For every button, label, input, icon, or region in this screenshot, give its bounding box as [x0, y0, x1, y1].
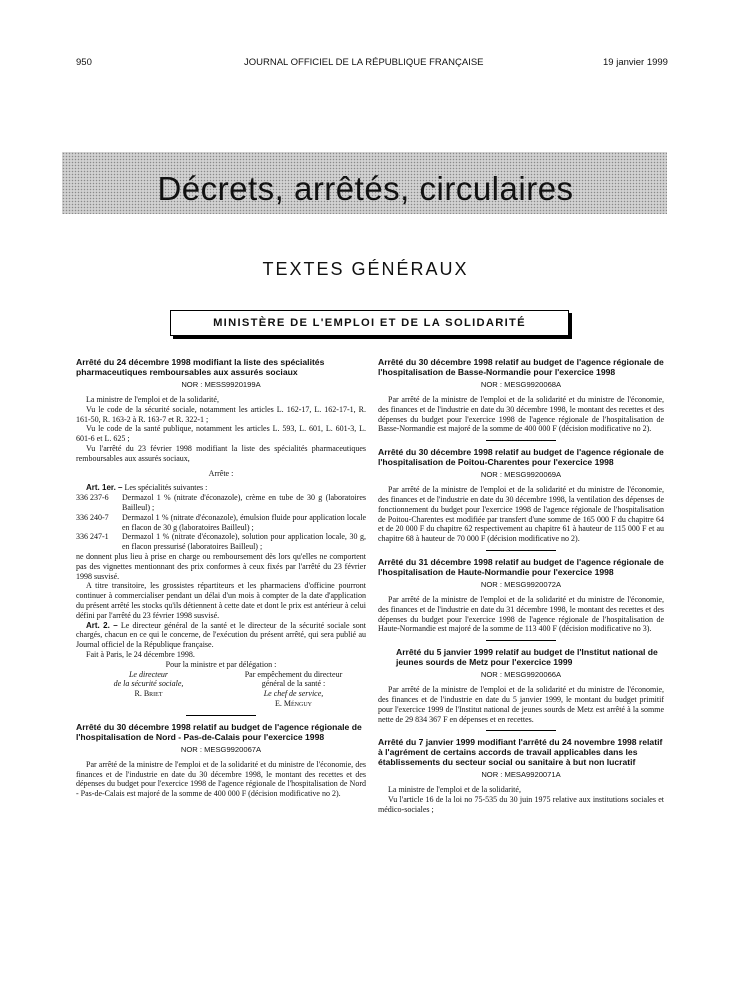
nor-reference: NOR : MESG9920066A [480, 670, 562, 680]
signature-title: Le chef de service, [263, 689, 324, 699]
article-title: Arrêté du 30 décembre 1998 relatif au budget de l'agence régionale de l'hospitalisation de Nord - Pas-de-Calais pour l'exercice 1998 [76, 721, 362, 742]
signature-title: Par empêchement du directeur [244, 669, 343, 679]
right-column [378, 357, 664, 815]
ministry-box: MINISTÈRE DE L'EMPLOI ET DE LA SOLIDARITÉ [170, 310, 569, 336]
signature-title: Le directeur [128, 669, 169, 679]
article-2 [76, 621, 366, 650]
paragraph: Vu le code de la santé publique, notamment les articles L. 593, L. 601, L. 601-3, L. 601-6 et L. 625 ; [76, 424, 366, 444]
nor-reference: NOR : MESS9920199A [181, 380, 261, 389]
article-title: Arrêté du 24 décembre 1998 modifiant la liste des spécialités pharmaceutiques remboursables aux assurés sociaux [76, 357, 325, 377]
article-title: Arrêté du 7 janvier 1999 modifiant l'arrêté du 24 novembre 1998 relatif à l'agrément de certains accords de travail applicables dans les établissements du secteur social ou sanitaire à but non lucratif [378, 737, 663, 768]
article-label: Art. 1er. – [86, 483, 123, 493]
specialty-text: Dermazol 1 % (nitrate d'éconazole), émulsion fluide pour application locale en flacon de 30 g (laboratoires Bailleul) ; [122, 512, 366, 532]
separator-rule [186, 715, 256, 716]
separator-rule [486, 730, 556, 731]
paragraph: Par arrêté de la ministre de l'emploi et de la solidarité et du ministre de l'économie, des finances et de l'industrie en date du 31 décembre 1998, le montant des recettes et des dépenses du budget pour l'exercice 1998 de l'agence régionale de l'hospitalisation de Haute-Normandie est majoré de la somme de 113 400 F (décision modificative no 3). [378, 594, 664, 634]
article-text: Les spécialités suivantes : [124, 483, 208, 493]
delegation: Pour la ministre et par délégation : [165, 659, 277, 669]
signatory-name: E. Ménguy [275, 698, 312, 708]
separator-rule [486, 550, 556, 551]
article-label: Art. 2. – [86, 620, 118, 630]
article-title: Arrêté du 30 décembre 1998 relatif au budget de l'agence régionale de l'hospitalisation de Poitou-Charentes pour l'exercice 1998 [378, 447, 664, 468]
specialty-item [76, 493, 366, 513]
specialty-item [76, 513, 366, 533]
paragraph: La ministre de l'emploi et de la solidarité, [86, 395, 219, 404]
signatures [76, 670, 366, 709]
specialty-item [76, 532, 366, 552]
specialty-text: Dermazol 1 % (nitrate d'éconazole), solution pour application locale, 30 g, en flacon pressurisé (laboratoires Bailleul) ; [122, 532, 366, 552]
specialty-text: Dermazol 1 % (nitrate d'éconazole), crème en tube de 30 g (laboratoires Bailleul) ; [122, 493, 366, 512]
nor-reference: NOR : MESA9920071A [481, 770, 561, 780]
paragraph: A titre transitoire, les grossistes répartiteurs et les pharmaciens d'officine pourront continuer à commercialiser pendant un délai d'un mois à compter de la date d'application du présent arrêté les stocks qu'ils détiennent à cette date et dont le prix est antérieur à celui défini par l'arrêté du 23 février 1998 susvisé. [76, 581, 366, 620]
section-heading: TEXTES GÉNÉRAUX [262, 259, 469, 279]
paragraph: La ministre de l'emploi et de la solidarité, [388, 785, 521, 795]
paragraph: ne donnent plus lieu à prise en charge ou remboursement dès lors qu'elles ne comportent pas des vignettes mentionnant des prix conformes à ceux fixés par l'arrêté du 23 février 1998 susvisé. [76, 551, 366, 581]
paragraph: Par arrêté de la ministre de l'emploi et de la solidarité et du ministre de l'économie, des finances et de l'industrie en date du 30 décembre 1998, la ventilation des dépenses de fonctionnement du budget pour l'exercice 1998 de l'agence régionale de l'hospitalisation de Poitou-Charentes est modifiée par transfert d'une somme de 165 000 F du chapitre 64 et de 20 000 F du chapitre 62 respectivement au chapitre 61 à hauteur de 115 000 F et au chapitre 68 à hauteur de 70 000 F (décision modificative no 2). [378, 485, 664, 544]
article-title: Arrêté du 31 décembre 1998 relatif au budget de l'agence régionale de l'hospitalisation de Haute-Normandie pour l'exercice 1998 [378, 556, 664, 577]
article-1 [76, 483, 366, 493]
nor-reference: NOR : MESG9920072A [480, 579, 562, 589]
paragraph: Vu l'article 16 de la loi no 75-535 du 30 juin 1975 relative aux institutions sociales et médico-sociales ; [378, 795, 664, 814]
arrete-heading: Arrête : [208, 468, 234, 478]
separator-rule [486, 640, 556, 641]
page-number: 950 [76, 57, 92, 68]
banner-title: Décrets, arrêtés, circulaires [157, 170, 574, 207]
paragraph: Par arrêté de la ministre de l'emploi et de la solidarité et du ministre de l'économie, des finances et de l'industrie en date du 5 janvier 1999, le montant du budget primitif pour l'exercice 1999 de l'Institut national de jeunes sourds de Metz est arrêté à la somme nette de 29 834 367 F en dépenses et en recettes. [378, 685, 664, 724]
signature-title: de la sécurité sociale, [113, 679, 184, 689]
specialty-code: 336 237-6 [76, 493, 109, 503]
journal-title: JOURNAL OFFICIEL DE LA RÉPUBLIQUE FRANÇAISE [244, 57, 484, 68]
specialty-code: 336 240-7 [76, 512, 109, 522]
nor-reference: NOR : MESG9920068A [480, 380, 562, 389]
article-title: Arrêté du 30 décembre 1998 relatif au budget de l'agence régionale de l'hospitalisation de Basse-Normandie pour l'exercice 1998 [378, 357, 664, 377]
nor-reference: NOR : MESG9920069A [480, 470, 562, 480]
separator-rule [486, 440, 556, 441]
paragraph: Par arrêté de la ministre de l'emploi et de la solidarité et du ministre de l'économie, des finances et de l'industrie en date du 30 décembre 1998, le montant des recettes et des dépenses du budget pour l'exercice 1998 de l'agence régionale de l'hospitalisation de Nord - Pas-de-Calais est majoré de la somme de 400 000 F (décision modificative no 2). [76, 759, 366, 799]
paragraph: Vu l'arrêté du 23 février 1998 modifiant la liste des spécialités pharmaceutiques remboursables aux assurés sociaux, [76, 443, 366, 463]
signature-title: général de la santé : [261, 679, 326, 689]
paragraph: Vu le code de la sécurité sociale, notamment les articles L. 162-17, L. 162-17-1, R. 161-50, R. 163-2 à R. 163-7 et R. 322-1 ; [76, 404, 366, 424]
nor-reference: NOR : MESG9920067A [180, 744, 262, 754]
article-text: Le directeur général de la santé et le directeur de la sécurité sociale sont chargés, chacun en ce qui le concerne, de l'exécution du présent arrêté, qui sera publié au Journal officiel de la République française. [76, 620, 367, 650]
place-date: Fait à Paris, le 24 décembre 1998. [86, 649, 195, 659]
issue-date: 19 janvier 1999 [603, 57, 668, 68]
article-title: Arrêté du 5 janvier 1999 relatif au budget de l'Institut national de jeunes sourds de Metz pour l'exercice 1999 [396, 647, 658, 668]
left-column [76, 357, 366, 799]
specialty-code: 336 247-1 [76, 532, 109, 542]
signatory-name: R. Briet [134, 689, 163, 699]
paragraph: Par arrêté de la ministre de l'emploi et de la solidarité et du ministre de l'économie, des finances et de l'industrie en date du 30 décembre 1998, le montant des recettes et des dépenses du budget pour l'exercice 1998 de l'agence régionale de l'hospitalisation de Basse-Normandie est majoré de la somme de 400 000 F (décision modificative no 2). [378, 395, 664, 434]
